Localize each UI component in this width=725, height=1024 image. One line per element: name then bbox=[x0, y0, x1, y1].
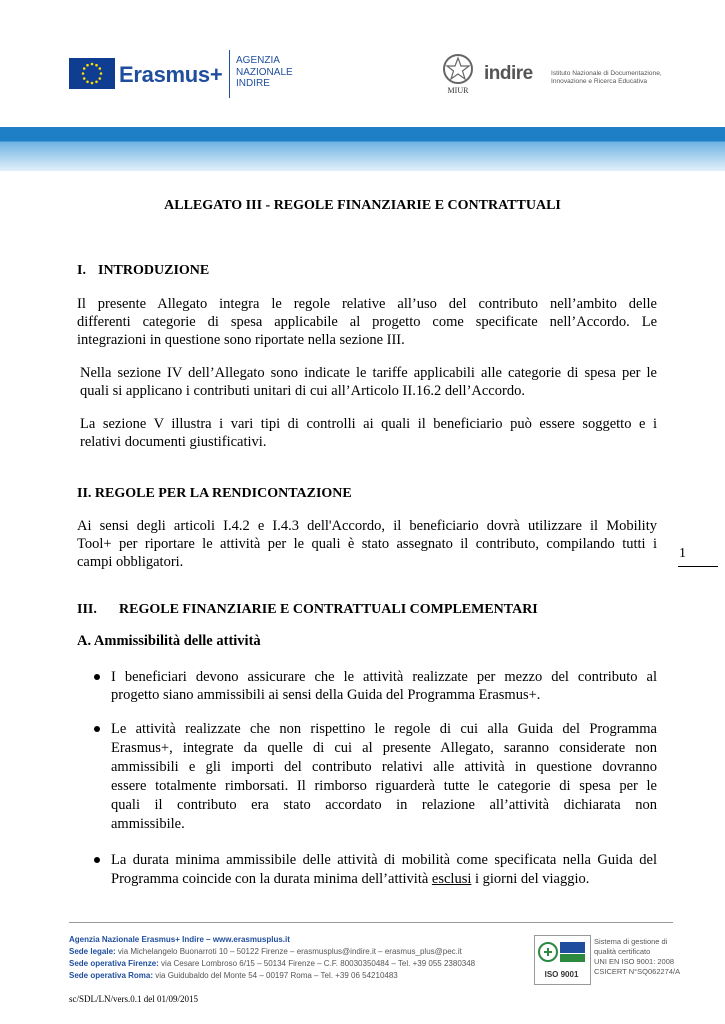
page-number-rule bbox=[678, 566, 718, 567]
header-band bbox=[0, 127, 725, 171]
certification-text bbox=[594, 937, 680, 977]
agency-line: NAZIONALE bbox=[236, 66, 293, 78]
csi-cert-logo bbox=[537, 938, 587, 968]
footer-row-label: Sede operativa Roma: bbox=[69, 971, 154, 980]
paragraph-line: Tool+ per riportare le attività per le quali è stato assegnato il contributo, compilando tutti i bbox=[77, 536, 657, 552]
bullet-line: Erasmus+, integrate da quelle di cui al presente Allegato, saranno considerate non bbox=[111, 740, 657, 756]
agency-line: AGENZIA bbox=[236, 55, 280, 66]
bullet-line: ammissibili e gli importi del contributo relativi alle attività in questione dovranno bbox=[111, 759, 657, 775]
iso-label: ISO 9001 bbox=[544, 970, 579, 979]
footer-row bbox=[69, 958, 475, 970]
eu-flag-icon bbox=[69, 58, 115, 89]
indire-description bbox=[551, 70, 662, 86]
footer-row bbox=[69, 946, 475, 958]
footer-row-label: Sede operativa Firenze: bbox=[69, 959, 159, 968]
version-label: sc/SDL/LN/vers.0.1 del 01/09/2015 bbox=[69, 994, 198, 1004]
republic-emblem-icon bbox=[441, 52, 475, 86]
bullet-line: Le attività realizzate che non rispettino le regole di cui alla Guida del Programma bbox=[111, 721, 657, 737]
footer-row-label: Sede legale: bbox=[69, 947, 116, 956]
paragraph-line: Nella sezione IV dell’Allegato sono indicate le tariffe applicabili alle categorie di spesa per le bbox=[80, 365, 657, 381]
footer-row-text: via Michelangelo Buonarroti 10 – 50122 Firenze – erasmusplus@indire.it – erasmus_plus@pec.it bbox=[115, 947, 462, 956]
underlined-word: esclusi bbox=[431, 871, 472, 887]
bullet-line: I beneficiari devono assicurare che le attività realizzate per mezzo del contributo al bbox=[111, 669, 657, 685]
footer-title: Agenzia Nazionale Erasmus+ Indire – www.erasmusplus.it bbox=[69, 935, 290, 944]
bullet-line: progetto siano ammissibili ai sensi della Guida del Programma Erasmus+. bbox=[111, 687, 541, 703]
section-1-heading: INTRODUZIONE bbox=[98, 263, 210, 278]
section-3-heading: REGOLE FINANZIARIE E CONTRATTUALI COMPLEMENTARI bbox=[119, 602, 538, 617]
paragraph-line: differenti categorie di spesa applicabile al progetto come specificate nell’Accordo. Le bbox=[77, 314, 657, 330]
section-3-number: III. bbox=[77, 602, 97, 617]
footer-row-text: via Cesare Lombroso 6/15 – 50134 Firenze – C.F. 80030350484 – Tel. +39 055 2380348 bbox=[158, 959, 476, 968]
bullet-icon bbox=[94, 674, 100, 680]
indire-desc-line: Innovazione e Ricerca Educativa bbox=[551, 78, 648, 85]
bullet-text: i giorni del viaggio. bbox=[471, 871, 590, 887]
footer-row bbox=[69, 970, 475, 982]
footer-row-text: via Guidubaldo del Monte 54 – 00197 Roma – Tel. +39 06 54210483 bbox=[153, 971, 398, 980]
bullet-icon bbox=[94, 726, 100, 732]
header-separator bbox=[229, 50, 230, 98]
page-number: 1 bbox=[679, 546, 686, 561]
section-1-number: I. bbox=[77, 263, 86, 278]
bullet-line: ammissibile. bbox=[111, 816, 185, 832]
cert-line: CSICERT N°SQ062274/A bbox=[594, 967, 681, 976]
subsection-a-heading: A. Ammissibilità delle attività bbox=[77, 633, 261, 649]
cert-line: UNI EN ISO 9001: 2008 bbox=[594, 957, 675, 966]
bullet-text: Programma coincide con la durata minima dell’attività bbox=[111, 871, 432, 887]
bullet-icon bbox=[94, 857, 100, 863]
miur-label: MIUR bbox=[447, 86, 469, 95]
bullet-line: La durata minima ammissibile delle attività di mobilità come specificata nella Guida del bbox=[111, 852, 657, 868]
cert-line: Sistema di gestione di bbox=[594, 937, 668, 946]
agency-name bbox=[236, 55, 293, 90]
section-2-heading: II. REGOLE PER LA RENDICONTAZIONE bbox=[77, 486, 352, 501]
paragraph-line: campi obbligatori. bbox=[77, 554, 184, 570]
paragraph-line: integrazioni in questione sono riportate nella sezione III. bbox=[77, 332, 405, 348]
bullet-line: essere totalmente rimborsati. Il rimborso riguarderà tutte le categorie di spesa per le bbox=[111, 778, 657, 794]
bullet-line bbox=[111, 870, 589, 888]
footer-addresses bbox=[69, 934, 475, 982]
indire-desc-line: Istituto Nazionale di Documentazione, bbox=[551, 70, 662, 77]
cert-line: qualità certificato bbox=[594, 947, 651, 956]
paragraph-line: Il presente Allegato integra le regole relative all’uso del contributo nell’ambito delle bbox=[77, 296, 657, 312]
indire-logo: indire bbox=[484, 63, 533, 84]
paragraph-line: La sezione V illustra i vari tipi di controlli ai quali il beneficiario può essere soggetto e i bbox=[80, 416, 657, 432]
agency-line: INDIRE bbox=[236, 78, 270, 89]
footer-rule bbox=[69, 922, 673, 923]
erasmus-logo-text: Erasmus+ bbox=[119, 62, 223, 87]
document-title: ALLEGATO III - REGOLE FINANZIARIE E CONTRATTUALI bbox=[164, 198, 561, 213]
paragraph-line: quali si applicano i contributi unitari di cui all’Articolo II.16.2 dell’Accordo. bbox=[80, 383, 525, 399]
paragraph-line: relativi documenti giustificativi. bbox=[80, 434, 267, 450]
paragraph-line: Ai sensi degli articoli I.4.2 e I.4.3 dell'Accordo, il beneficiario dovrà utilizzare il Mobility bbox=[77, 518, 657, 534]
bullet-line: quali il contributo era stato accordato in relazione all’attività dichiarata non bbox=[111, 797, 657, 813]
